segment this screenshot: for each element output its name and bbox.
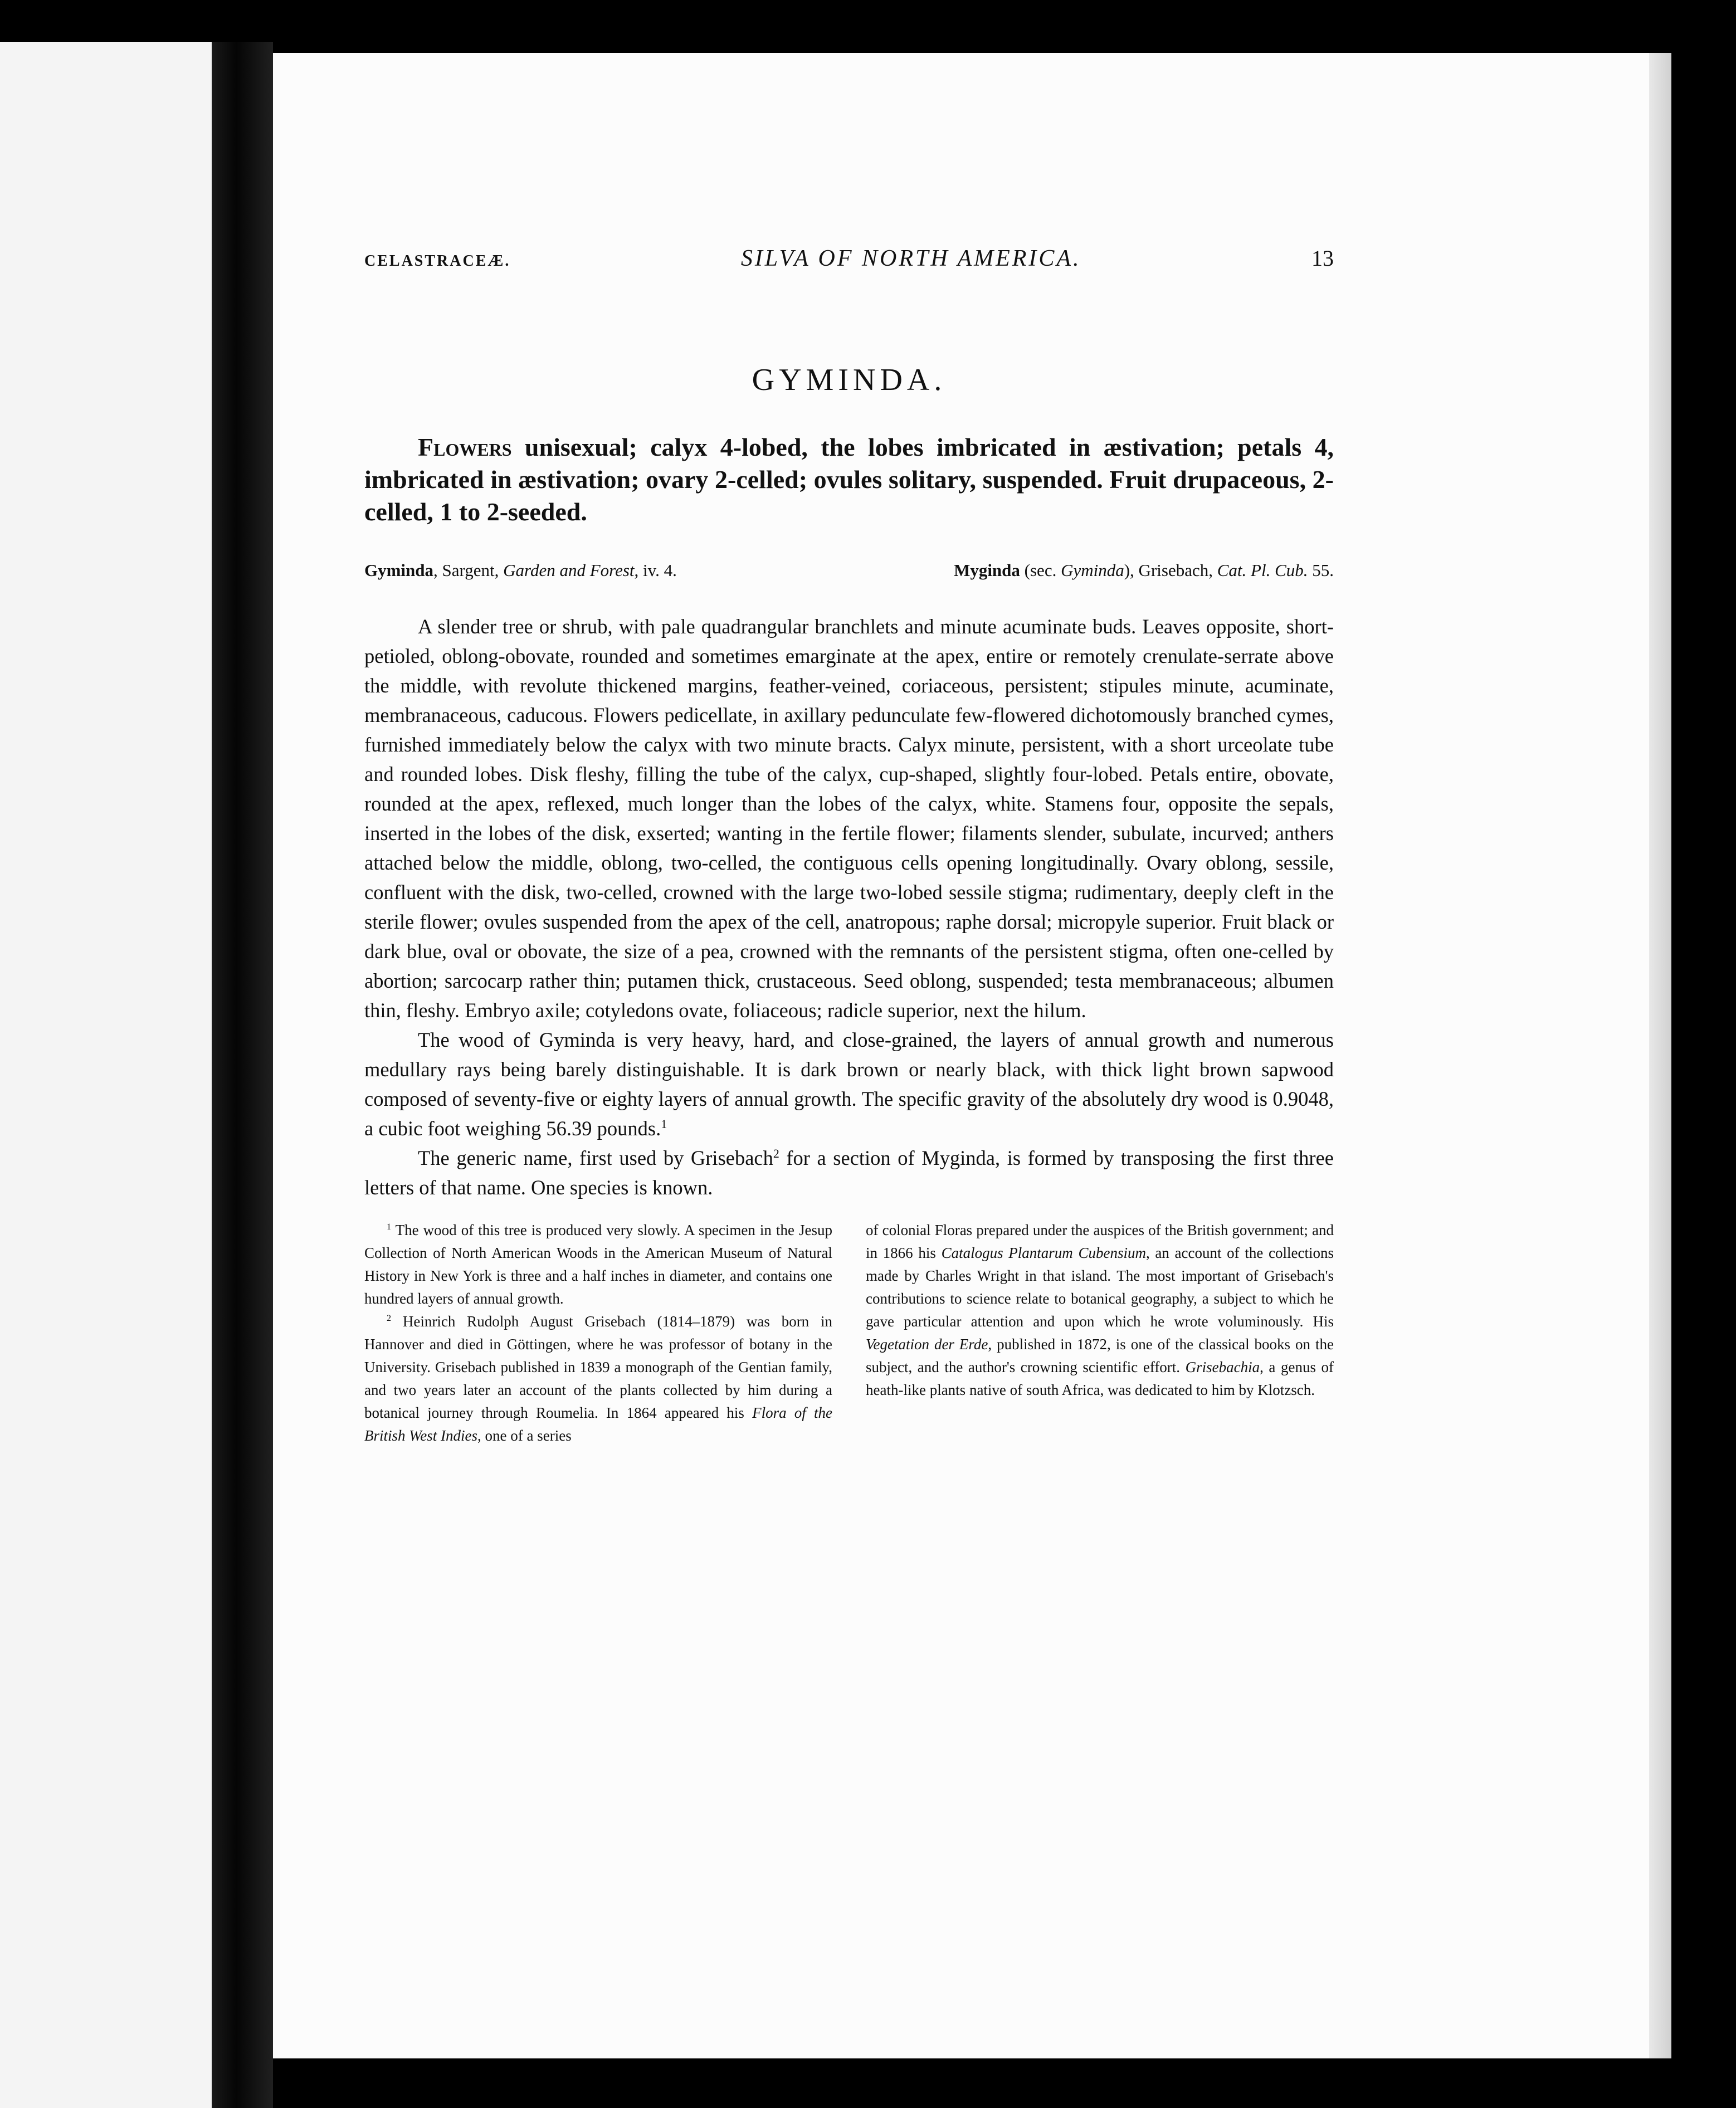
generic-character	[364, 431, 1334, 528]
description-paragraph: A slender tree or shrub, with pale quadrangular branchlets and minute acuminate buds. Leaves opposite, short-petioled, oblong-obovate, rounded and sometimes emarginate at the apex, entire or remotely crenulate-serrate above the middle, with revolute thickened margins, feather-veined, coriaceous, persistent; stipules minute, acuminate, membranaceous, caducous. Flowers pedicellate, in axillary pedunculate few-flowered dichotomously branched cymes, furnished immediately below the calyx with two minute bracts. Calyx minute, persistent, with a short urceolate tube and rounded lobes. Disk fleshy, filling the tube of the calyx, cup-shaped, slightly four-lobed. Petals entire, obovate, rounded at the apex, reflexed, much longer than the lobes of the calyx, white. Stamens four, opposite the sepals, inserted in the lobes of the disk, exserted; wanting in the fertile flower; filaments slender, subulate, incurved; anthers attached below the middle, oblong, two-celled, the contiguous cells opening longitudinally. Ovary oblong, sessile, confluent with the disk, two-celled, crowned with the large two-lobed sessile stigma; rudimentary, deeply cleft in the sterile flower; ovules suspended from the apex of the cell, anatropous; raphe dorsal; micropyle superior. Fruit black or dark blue, oval or obovate, the size of a pea, crowned with the remnants of the persistent stigma, often one-celled by abortion; sarcocarp rather thin; putamen thick, crustaceous. Seed oblong, suspended; testa membranaceous; albumen thin, fleshy. Embryo axile; cotyledons ovate, foliaceous; radicle superior, next the hilum.	[364, 615, 1334, 1022]
adjacent-page	[0, 42, 212, 2108]
footnote-1: $^1$ The wood of this tree is produced very slowly. A specimen in the Jesup Collection of North American Woods in the American Museum of Natural History in New York is three and a half inches in diameter, and contains one hundred layers of annual growth.	[364, 1222, 832, 1307]
footnote-ref-2: 2	[773, 1146, 779, 1160]
wood-paragraph: The wood of Gyminda is very heavy, hard, and close-grained, the layers of annual growth and numerous medullary rays being barely distinguishable. It is dark brown or nearly black, with thick light brown sapwood composed of seventy-five or eighty layers of annual growth. The specific gravity of the absolutely dry wood is 0.9048, a cubic foot weighing 56.39 pounds.$^1$	[364, 1028, 1334, 1140]
page-number: 13	[1311, 246, 1334, 271]
footnote-column-right	[866, 1219, 1334, 1447]
page-content	[364, 245, 1334, 1447]
footnote-2: $^2$ Heinrich Rudolph August Grisebach (1814–1879) was born in Hannover and died in Göttingen, where he was professor of botany in the University. Grisebach published in 1839 a monograph of the Gentian family, and two years later an account of the plants collected by him during a botanical journey through Roumelia. In 1864 appeared his Flora of the British West Indies, one of a series	[364, 1313, 832, 1444]
family-name: CELASTRACEÆ.	[364, 252, 511, 270]
running-head	[364, 245, 1334, 279]
etymology-paragraph: The generic name, first used by Grisebach$^2$ for a section of Myginda, is formed by transposing the first three letters of that name. One species is known.	[364, 1146, 1334, 1199]
page-edge	[1649, 53, 1671, 2058]
synonym-left: Gyminda, Sargent, Garden and Forest, iv. 4.	[364, 560, 677, 580]
synonymy	[364, 560, 1334, 580]
generic-character-lead: Flowers	[418, 433, 512, 461]
footnote-2-continued: of colonial Floras prepared under the auspices of the British government; and in 1866 his Catalogus Plantarum Cubensium, an account of the collections made by Charles Wright in that island. The most important of Grisebach's contributions to science relate to botanical geography, a subject to which he gave particular attention and upon which he wrote voluminously. His Vegetation der Erde, published in 1872, is one of the classical books on the subject, and the author's crowning scientific effort. Grisebachia, a genus of heath-like plants native of south Africa, was dedicated to him by Klotzsch.	[866, 1222, 1334, 1398]
generic-character-text: unisexual; calyx 4-lobed, the lobes imbricated in æstivation; petals 4, imbricated in æstivation; ovary 2-celled; ovules solitary, suspended. Fruit drupaceous, 2-celled, 1 to 2-seeded.	[364, 433, 1334, 526]
synonym-right: Myginda (sec. Gyminda), Grisebach, Cat. Pl. Cub. 55.	[954, 560, 1334, 580]
book-title: SILVA OF NORTH AMERICA.	[740, 246, 1081, 271]
book-gutter	[212, 42, 273, 2108]
genus-title: GYMINDA.	[752, 363, 947, 397]
footnotes	[364, 1219, 1334, 1447]
footnote-ref-1: 1	[661, 1116, 667, 1131]
footnote-column-left	[364, 1219, 832, 1447]
